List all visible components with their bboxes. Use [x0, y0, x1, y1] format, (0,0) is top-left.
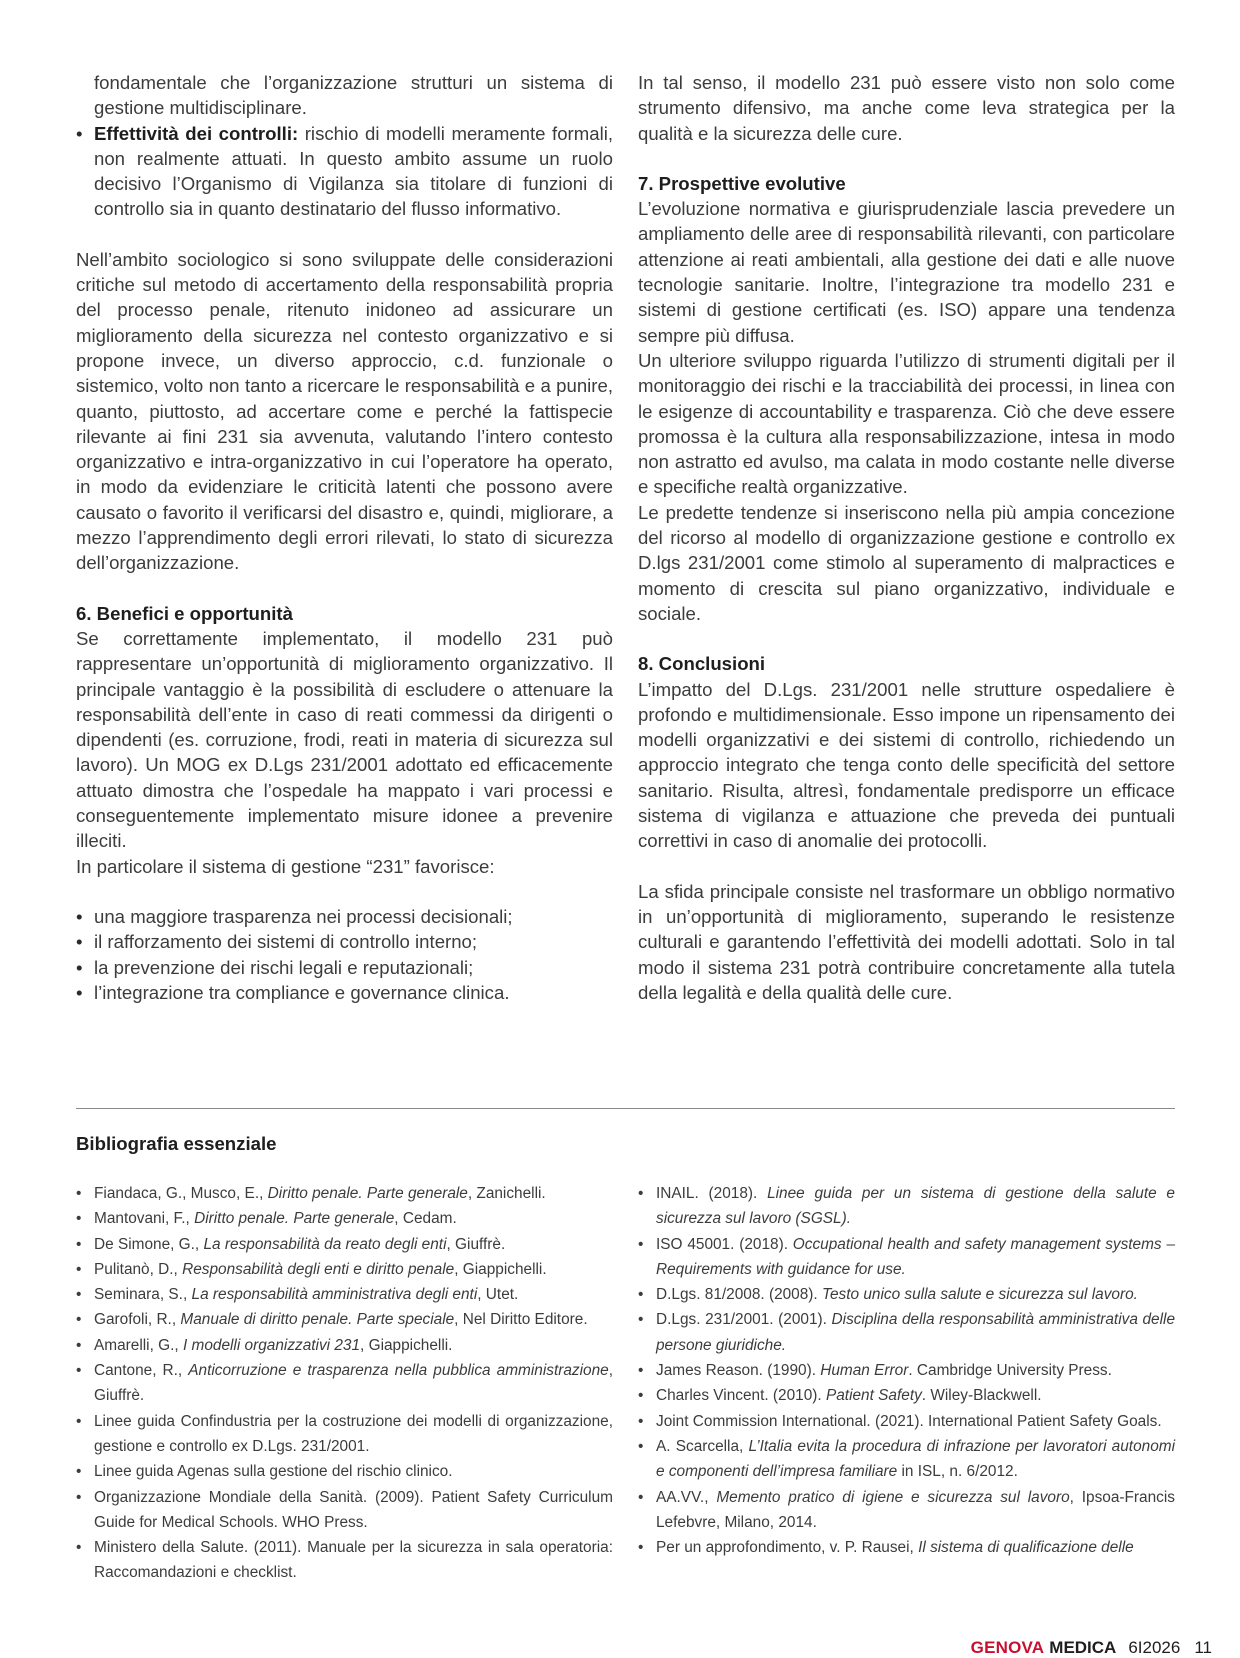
bib-entry: • Amarelli, G., I modelli organizzativi 231, Giappichelli.	[76, 1333, 613, 1358]
bib-entry: • James Reason. (1990). Human Error. Cambridge University Press.	[638, 1358, 1175, 1383]
page-number: 11	[1194, 1638, 1212, 1657]
bibliography-left-list	[76, 1181, 613, 1586]
section-6-paragraph: Se correttamente implementato, il modello 231 può rappresentare un’opportunità di miglioramento organizzativo. Il principale vantaggio è la possibilità di escludere o attenuare la responsabilità dell’ente in caso di reati commessi da dirigenti o dipendenti (es. corruzione, frodi, reati in materia di sicurezza sul lavoro). Un MOG ex D.Lgs 231/2001 adottato ed efficacemente attuato dimostra che l’ospedale ha mappato i vari processi e conseguentemente implementato misure idonee a prevenire illeciti.	[76, 627, 613, 852]
bullet-continuation-text: fondamentale che l’organizzazione strutturi un sistema di gestione multidisciplinare.	[94, 72, 613, 119]
list-item: • una maggiore trasparenza nei processi decisionali;	[76, 904, 613, 929]
bib-entry: • Linee guida Agenas sulla gestione del rischio clinico.	[76, 1459, 613, 1484]
paragraph-top: In tal senso, il modello 231 può essere visto non solo come strumento difensivo, ma anche come leva strategica per la qualità e la sicurezza delle cure.	[638, 72, 1175, 144]
right-column	[638, 70, 1175, 1005]
section-8-paragraph-2: La sfida principale consiste nel trasformare un obbligo normativo in un’opportunità di miglioramento, superando le resistenze culturali e garantendo l’effettività dei modelli adottati. Solo in tal modo il sistema 231 potrà contribuire concretamente alla tutela della legalità e della qualità delle cure.	[638, 880, 1175, 1003]
bib-entry: • Charles Vincent. (2010). Patient Safety. Wiley-Blackwell.	[638, 1383, 1175, 1408]
bib-entry: • Fiandaca, G., Musco, E., Diritto penale. Parte generale, Zanichelli.	[76, 1181, 613, 1206]
paragraph-sociologico: Nell’ambito sociologico si sono sviluppate delle considerazioni critiche sul metodo di accertamento della responsabilità propria del processo penale, ritenuto inidoneo ad assicurare un miglioramento della sicurezza nel contesto organizzativo e si propone invece, un diverso approccio, c.d. funzionale o sistemico, volto non tanto a ricercare le responsabilità e a punire, quanto, piuttosto, ad accertare come e perché la fattispecie rilevante ai fini 231 sia avvenuta, valutando l’intero contesto organizzativo e intra-organizzativo in cui l’operatore ha operato, in modo da evidenziare le criticità latenti che possono avere causato o favorito il verificarsi del disastro e, quindi, migliorare, a mezzo l’apprendimento degli errori rilevati, lo stato di sicurezza dell’organizzazione.	[76, 248, 613, 574]
bullet-effettivita-label: Effettività dei controlli:	[94, 122, 299, 144]
bib-entry: • D.Lgs. 231/2001. (2001). Disciplina della responsabilità amministrativa delle persone giuridiche.	[638, 1307, 1175, 1358]
bullet-effettivita-text: rischio di modelli meramente formali, non realmente attuati. In questo ambito assume un ruolo decisivo l’Organismo di Vigilanza sia titolare di funzioni di controllo sia in quanto destinatario del flusso informativo.	[94, 122, 613, 220]
bib-entry: • Cantone, R., Anticorruzione e trasparenza nella pubblica amministrazione, Giuffrè.	[76, 1358, 613, 1409]
bib-entry: • Ministero della Salute. (2011). Manuale per la sicurezza in sala operatoria: Raccomandazioni e checklist.	[76, 1535, 613, 1586]
section-6-bullets	[76, 904, 613, 1005]
page-footer	[971, 1638, 1212, 1658]
divider	[76, 1108, 1175, 1109]
bib-entry: • Organizzazione Mondiale della Sanità. (2009). Patient Safety Curriculum Guide for Medical Schools. WHO Press.	[76, 1485, 613, 1536]
bib-entry: • AA.VV., Memento pratico di igiene e sicurezza sul lavoro, Ipsoa-Francis Lefebvre, Milano, 2014.	[638, 1485, 1175, 1536]
section-7-paragraph-3: Le predette tendenze si inseriscono nella più ampia concezione del ricorso al modello di organizzazione gestione e controllo ex D.lgs 231/2001 come stimolo al superamento di malpractices e momento di crescita sul piano organizzativo, individuale e sociale.	[638, 501, 1175, 624]
section-7-heading: 7. Prospettive evolutive	[638, 172, 846, 194]
section-7-paragraph-2: Un ulteriore sviluppo riguarda l’utilizzo di strumenti digitali per il monitoraggio dei rischi e la tracciabilità dei processi, in linea con le esigenze di accountability e trasparenza. Ciò che deve essere promossa è la cultura alla responsabilizzazione, intesa in modo non astratto ed avulso, ma calata in modo costante nelle diverse e specifiche realtà organizzative.	[638, 349, 1175, 498]
list-item: • il rafforzamento dei sistemi di controllo interno;	[76, 929, 613, 954]
bib-entry: • Per un approfondimento, v. P. Rausei, Il sistema di qualificazione delle	[638, 1535, 1175, 1560]
magazine-brand-dark: MEDICA	[1049, 1638, 1117, 1657]
section-6-heading: 6. Benefici e opportunità	[76, 602, 293, 624]
bib-entry: • D.Lgs. 81/2008. (2008). Testo unico sulla salute e sicurezza sul lavoro.	[638, 1282, 1175, 1307]
section-8-paragraph-1: L’impatto del D.Lgs. 231/2001 nelle strutture ospedaliere è profondo e multidimensionale. Esso impone un ripensamento dei modelli organizzativi e dei sistemi di controllo, richiedendo un approccio integrato che tenga conto delle specificità del settore sanitario. Risulta, altresì, fondamentale predisporre un efficace sistema di vigilanza e attuazione che preveda dei puntuali correttivi in caso di anomalie dei protocolli.	[638, 678, 1175, 852]
section-8-heading: 8. Conclusioni	[638, 653, 766, 675]
bib-entry: • Mantovani, F., Diritto penale. Parte generale, Cedam.	[76, 1206, 613, 1231]
left-column	[76, 70, 613, 1005]
list-item: • la prevenzione dei rischi legali e reputazionali;	[76, 955, 613, 980]
bib-entry: • De Simone, G., La responsabilità da reato degli enti, Giuffrè.	[76, 1232, 613, 1257]
bib-entry: • Pulitanò, D., Responsabilità degli enti e diritto penale, Giappichelli.	[76, 1257, 613, 1282]
bullet-effettivita	[76, 121, 613, 222]
bib-entry: • A. Scarcella, L’Italia evita la procedura di infrazione per lavoratori autonomi e componenti dell’impresa familiare in ISL, n. 6/2012.	[638, 1434, 1175, 1485]
bib-entry: • Garofoli, R., Manuale di diritto penale. Parte speciale, Nel Diritto Editore.	[76, 1307, 613, 1332]
bib-entry: • INAIL. (2018). Linee guida per un sistema di gestione della salute e sicurezza sul lavoro (SGSL).	[638, 1181, 1175, 1232]
criticality-bullets	[76, 70, 613, 222]
bib-entry: • Joint Commission International. (2021). International Patient Safety Goals.	[638, 1409, 1175, 1434]
list-item: • l’integrazione tra compliance e governance clinica.	[76, 980, 613, 1005]
section-6-intro: In particolare il sistema di gestione “231” favorisce:	[76, 855, 495, 877]
bib-entry: • Seminara, S., La responsabilità amministrativa degli enti, Utet.	[76, 1282, 613, 1307]
bibliography-right-list	[638, 1181, 1175, 1560]
bib-entry: • ISO 45001. (2018). Occupational health and safety management systems – Requirements with guidance for use.	[638, 1232, 1175, 1283]
section-7-paragraph-1: L’evoluzione normativa e giurisprudenziale lascia prevedere un ampliamento delle aree di responsabilità rilevanti, con particolare attenzione ai reati ambientali, alla gestione dei dati e alle nuove tecnologie sanitarie. Inoltre, l’integrazione tra modello 231 e sistemi di gestione certificati (es. ISO) appare una tendenza sempre più diffusa.	[638, 198, 1175, 346]
bib-entry: • Linee guida Confindustria per la costruzione dei modelli di organizzazione, gestione e controllo ex D.Lgs. 231/2001.	[76, 1409, 613, 1460]
magazine-brand-red: GENOVA	[970, 1638, 1045, 1657]
issue-number: 6I2026	[1128, 1638, 1181, 1657]
bullet-continuation	[76, 70, 613, 121]
bibliography-title: Bibliografia essenziale	[76, 1133, 277, 1154]
